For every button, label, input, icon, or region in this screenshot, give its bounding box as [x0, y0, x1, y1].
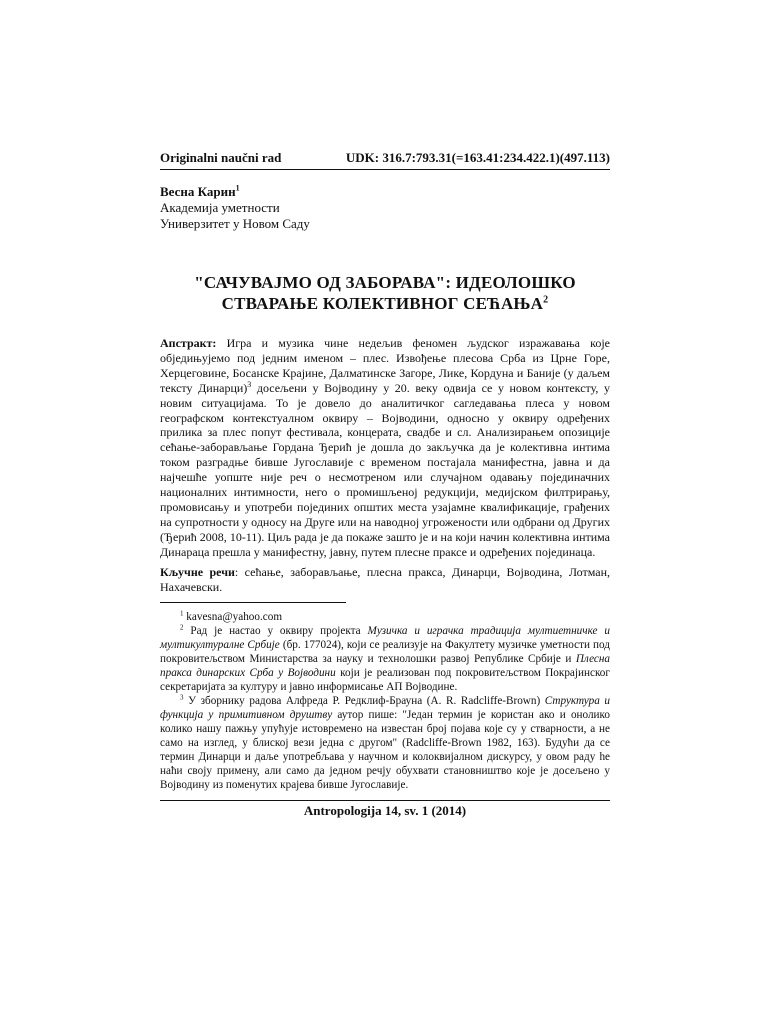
abstract-text-part-2: досељени у Војводину у 20. веку одвија се у новом контексту, у новим ситуацијама. То је довело до аналитичког сагледавања плеса у новом географском контекстуалном оквиру – Војводини, односно у оквиру одређених прилика за плес попут фестивала, концерата, свадбе и сл. Анализирањем опозиције сећање-заборављање Гордана Ђерић је дошла до закључка да је колективна интима током разградње бивше Југославије с временом постајала манифестна, јавна и да најчешће уопште није реч о несмотреном или случајном одавању појединачних националних интимности, него о промишљеној редукцији, медијском филтрирању, промовисању и употреби појединих општих места узајамне квалификације, грађених на супротности у односу на Друге или на наводној угрожености или одбрани од Других (Ђерић 2008, 10-11). Циљ рада је да покаже зашто је и на који начин колективна интима Динараца прешла у манифестну, јавну, путем плесне праксе и одређених појединаца.	[160, 380, 610, 559]
title-line-1: "САЧУВАЈМО ОД ЗАБОРАВА": ИДЕОЛОШКО	[194, 273, 576, 292]
keywords-text: : сећање, заборављање, плесна пракса, Динарци, Војводина, Лотман, Нахачевски.	[160, 564, 611, 594]
footnote-1: $^1$ kavesna@yahoo.com	[180, 609, 283, 624]
abstract-footnote-marker: 3	[247, 379, 252, 389]
footnote-2: $^2$ Рад је настао у оквиру пројекта Музичка и играчка традиција мултиетничке и мултикултуралне Србије (бр. 177024), који се реализује на Факултету музичке уметности под покровитељством Министарства за науку и технолошки развој Републике Србије и Плесна пракса динарских Срба у Војводини који је реализован под покровитељством Покрајинског секретаријата за културу и јавно информисање АП Војводине.	[160, 623, 610, 694]
author-block	[160, 184, 610, 232]
abstract-label: Апстракт:	[160, 336, 217, 350]
footnote-3: $^3$ У зборнику радова Алфреда Р. Редклиф-Брауна (A. R. Radcliffe-Brown) Структура и функција у примитивном друштву аутор пише: "Један термин је користан ако и онолико колико нашу пажњу упућује истовремено на известан број појава које су у стварности, а не само на изглед, у блиској вези једна с другом" (Radcliffe-Brown 1982, 163). Будући да се термин Динарци и даље употребљава у научном и колоквијалном дискурсу, у овом раду he наћи своју примену, али само да једном речју обухвати становништво које је досељено у Војводину из поменутих крајева бивше Југославије.	[160, 693, 611, 792]
title-footnote-marker: 2	[543, 294, 549, 306]
footnote-separator	[160, 602, 346, 603]
author-affiliation-1: Академија уметности	[160, 200, 280, 215]
title-line-2: СТВАРАЊЕ КОЛЕКТИВНОГ СЕЋАЊА$^2$	[221, 294, 549, 313]
keywords-label: Кључне речи	[160, 564, 235, 579]
author-name: Весна Карин$^1$	[160, 183, 240, 199]
paper-page	[160, 150, 610, 819]
abstract	[160, 336, 610, 560]
author-affiliation-2: Универзитет у Новом Саду	[160, 216, 310, 231]
abstract-text-part-1: Игра и музика чине недељив феномен људског изражавања које обједињујемо под једним именом – плес. Извођење плесова Срба из Црне Горе, Херцеговине, Босанске Крајине, Далматинске Загоре, Лике, Кордуна и Баније (у даљем тексту Динарци)	[160, 336, 610, 395]
footnotes	[160, 610, 610, 792]
journal-citation: Antropologija 14, sv. 1 (2014)	[303, 803, 467, 819]
article-category: Originalni naučni rad	[160, 150, 282, 165]
author-email: kavesna@yahoo.com	[183, 611, 283, 624]
paper-header	[160, 150, 610, 170]
paper-title	[160, 272, 610, 314]
udk-code: UDK: 316.7:793.31(=163.41:234.422.1)(497.113)	[345, 150, 610, 165]
keywords	[160, 565, 610, 595]
footer-rule	[160, 800, 610, 801]
author-footnote-marker: 1	[235, 183, 240, 193]
